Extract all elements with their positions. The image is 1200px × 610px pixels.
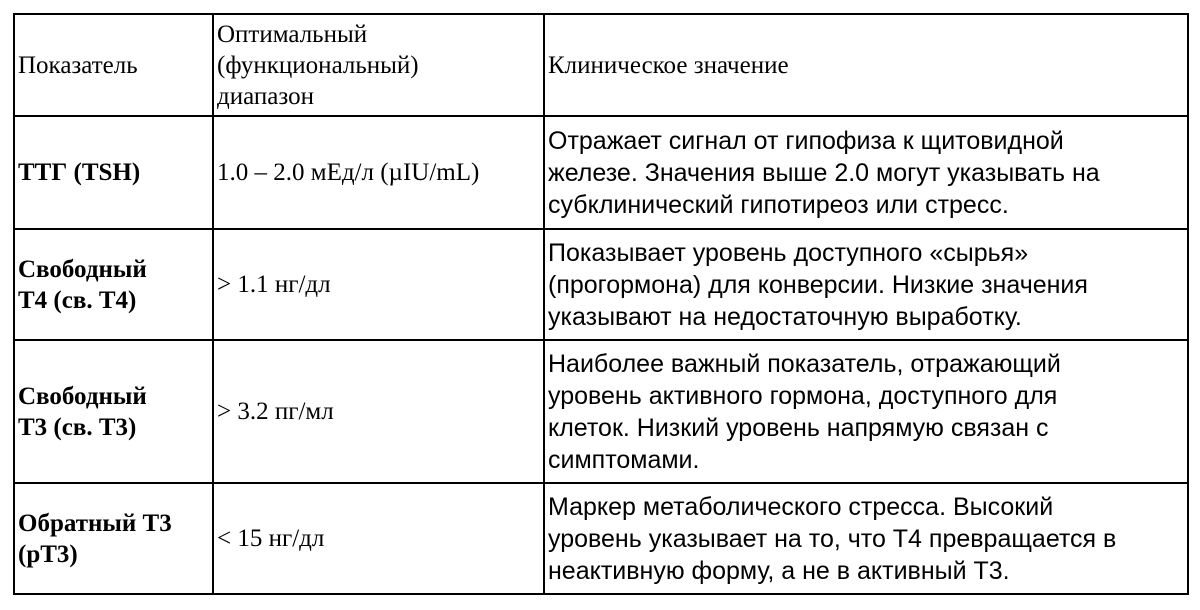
- header-range-label: Оптимальный (функциональный) диапазон: [217, 20, 419, 110]
- clinical-meaning-cell: [544, 340, 1188, 483]
- header-indicator-label: Показатель: [18, 51, 138, 79]
- clinical-meaning-cell: [544, 116, 1188, 229]
- optimal-range-cell: [213, 116, 544, 229]
- optimal-range-value: > 3.2 пг/мл: [217, 398, 334, 425]
- optimal-range-value: < 15 нг/дл: [217, 525, 325, 552]
- optimal-range-cell: [213, 483, 544, 594]
- indicator-name-cell: [14, 483, 213, 594]
- clinical-meaning-cell: [544, 229, 1188, 340]
- clinical-meaning-cell: [544, 483, 1188, 594]
- optimal-range-value: > 1.1 нг/дл: [217, 271, 331, 298]
- header-meaning-cell: [544, 14, 1188, 116]
- header-meaning-label: Клиническое значение: [548, 51, 789, 79]
- indicator-name: Обратный Т3 (рТ3): [18, 509, 172, 568]
- indicator-name: ТТГ (TSH): [18, 159, 141, 186]
- indicator-name-cell: [14, 229, 213, 340]
- clinical-meaning-text: Показывает уровень доступного «сырья» (прогормона) для конверсии. Низкие значения указывают на недостаточную выработку.: [548, 238, 1088, 331]
- header-indicator-cell: [14, 14, 213, 116]
- optimal-range-cell: [213, 340, 544, 483]
- table-row: [14, 340, 1188, 483]
- clinical-meaning-text: Отражает сигнал от гипофиза к щитовидной железе. Значения выше 2.0 могут указывать на субклинический гипотиреоз или стресс.: [548, 126, 1100, 219]
- indicator-name-cell: [14, 116, 213, 229]
- clinical-meaning-text: Наиболее важный показатель, отражающий уровень активного гормона, доступного для клеток. Низкий уровень напрямую связан с симптомами.: [548, 349, 1061, 474]
- table-row: [14, 483, 1188, 594]
- indicator-name-cell: [14, 340, 213, 483]
- optimal-range-cell: [213, 229, 544, 340]
- indicator-name: Свободный Т3 (св. Т3): [18, 382, 147, 441]
- optimal-range-value: 1.0 – 2.0 мЕд/л (µIU/mL): [217, 159, 480, 186]
- table-row: [14, 229, 1188, 340]
- indicator-name: Свободный Т4 (св. Т4): [18, 255, 147, 314]
- clinical-meaning-text: Маркер метаболического стресса. Высокий уровень указывает на то, что Т4 превращается в неактивную форму, а не в активный Т3.: [548, 492, 1117, 585]
- table-header-row: [14, 14, 1188, 116]
- header-range-cell: [213, 14, 544, 116]
- table-row: [14, 116, 1188, 229]
- thyroid-reference-table: [13, 13, 1189, 595]
